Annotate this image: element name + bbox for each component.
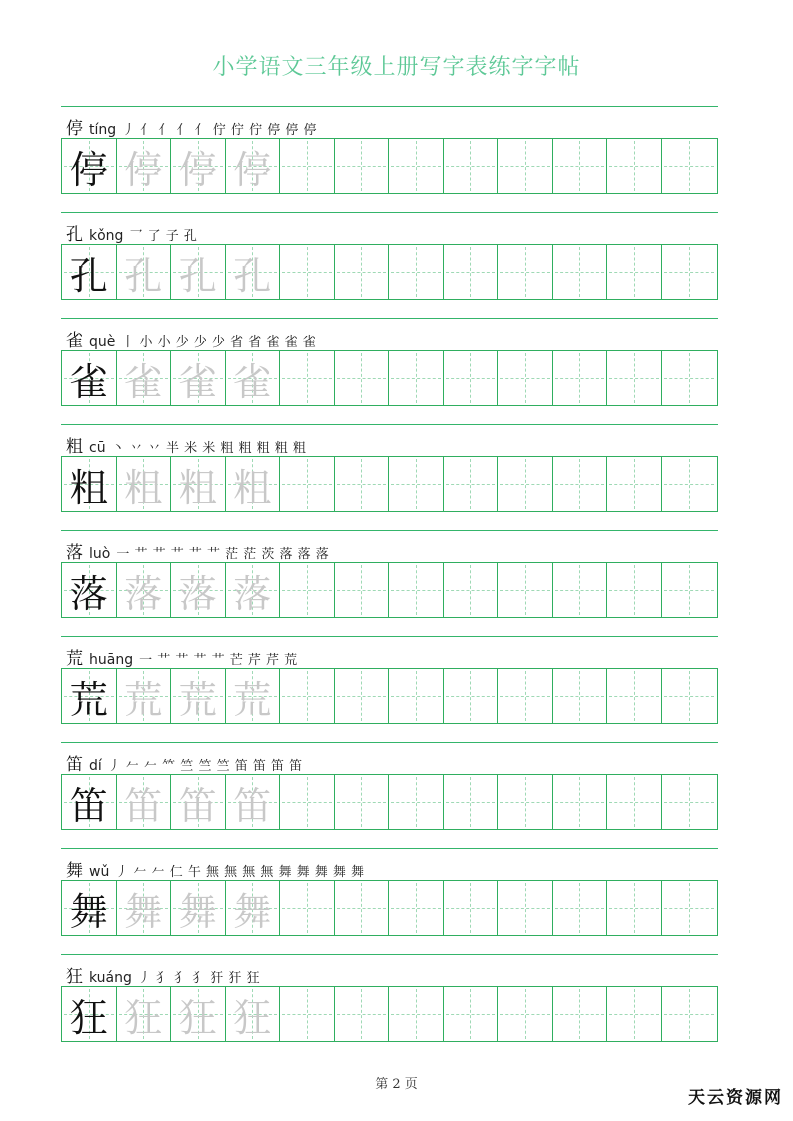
empty-practice-cell — [335, 139, 390, 193]
trace-cell — [117, 775, 172, 829]
empty-practice-cell — [662, 563, 717, 617]
character-info — [66, 856, 365, 881]
model-character: 雀 — [69, 359, 108, 404]
empty-practice-cell — [335, 351, 390, 405]
trace-cell — [171, 139, 226, 193]
pinyin-label: wǔ — [89, 864, 110, 880]
stroke-order: 一 艹 艹 艹 艹 芒 芹 芹 荒 — [139, 653, 298, 668]
empty-practice-cell — [607, 139, 662, 193]
trace-cell — [171, 881, 226, 935]
empty-practice-cell — [335, 457, 390, 511]
trace-cell — [171, 563, 226, 617]
trace-character: 荒 — [233, 677, 272, 722]
character-label: 粗 — [66, 437, 83, 457]
empty-practice-cell — [335, 563, 390, 617]
character-section — [61, 530, 718, 636]
character-section — [61, 106, 718, 212]
trace-character: 粗 — [178, 465, 217, 510]
pinyin-label: què — [89, 334, 116, 350]
empty-practice-cell — [280, 775, 335, 829]
trace-character: 落 — [124, 571, 163, 616]
empty-practice-cell — [553, 775, 608, 829]
trace-character: 孔 — [233, 253, 272, 298]
empty-practice-cell — [553, 987, 608, 1041]
empty-practice-cell — [498, 775, 553, 829]
model-character: 舞 — [69, 889, 108, 934]
empty-practice-cell — [444, 987, 499, 1041]
empty-practice-cell — [389, 881, 444, 935]
trace-cell — [171, 245, 226, 299]
empty-practice-cell — [389, 245, 444, 299]
trace-cell — [117, 563, 172, 617]
trace-character: 孔 — [124, 253, 163, 298]
empty-practice-cell — [389, 457, 444, 511]
model-cell — [62, 881, 117, 935]
empty-practice-cell — [498, 351, 553, 405]
character-info — [66, 750, 303, 775]
page-title: 小学语文三年级上册写字表练字字帖 — [212, 55, 581, 80]
character-info — [66, 644, 298, 669]
trace-character: 落 — [178, 571, 217, 616]
practice-grid — [61, 138, 718, 194]
section-divider — [61, 636, 718, 637]
trace-cell — [117, 881, 172, 935]
empty-practice-cell — [444, 669, 499, 723]
model-cell — [62, 775, 117, 829]
section-divider — [61, 742, 718, 743]
empty-practice-cell — [498, 457, 553, 511]
practice-grid — [61, 668, 718, 724]
trace-cell — [117, 139, 172, 193]
page-number: 第 2 页 — [375, 1077, 418, 1092]
model-cell — [62, 987, 117, 1041]
empty-practice-cell — [498, 139, 553, 193]
pinyin-label: huāng — [89, 652, 134, 668]
trace-character: 孔 — [178, 253, 217, 298]
character-label: 狂 — [66, 967, 83, 987]
trace-cell — [226, 245, 281, 299]
trace-character: 狂 — [233, 995, 272, 1040]
empty-practice-cell — [498, 563, 553, 617]
empty-practice-cell — [444, 563, 499, 617]
empty-practice-cell — [280, 563, 335, 617]
empty-practice-cell — [280, 139, 335, 193]
section-divider — [61, 318, 718, 319]
stroke-order: 丨 小 小 少 少 少 省 省 雀 雀 雀 — [121, 335, 317, 350]
trace-cell — [171, 669, 226, 723]
character-info — [66, 326, 317, 351]
empty-practice-cell — [389, 563, 444, 617]
empty-practice-cell — [662, 139, 717, 193]
empty-practice-cell — [498, 881, 553, 935]
trace-character: 停 — [178, 147, 217, 192]
empty-practice-cell — [280, 245, 335, 299]
character-info — [66, 962, 261, 987]
empty-practice-cell — [553, 457, 608, 511]
practice-grid — [61, 562, 718, 618]
empty-practice-cell — [335, 775, 390, 829]
watermark-logo: 天云资源网 — [688, 1088, 783, 1108]
empty-practice-cell — [607, 245, 662, 299]
pinyin-label: tíng — [89, 122, 117, 138]
empty-practice-cell — [607, 457, 662, 511]
empty-practice-cell — [280, 987, 335, 1041]
character-label: 孔 — [66, 225, 83, 245]
empty-practice-cell — [335, 245, 390, 299]
empty-practice-cell — [553, 245, 608, 299]
character-section — [61, 424, 718, 530]
trace-cell — [171, 775, 226, 829]
empty-practice-cell — [662, 457, 717, 511]
trace-character: 落 — [233, 571, 272, 616]
trace-cell — [117, 351, 172, 405]
trace-character: 狂 — [124, 995, 163, 1040]
pinyin-label: dí — [89, 758, 102, 774]
section-divider — [61, 424, 718, 425]
character-section — [61, 212, 718, 318]
empty-practice-cell — [607, 563, 662, 617]
practice-grid — [61, 880, 718, 936]
empty-practice-cell — [607, 987, 662, 1041]
empty-practice-cell — [280, 457, 335, 511]
model-cell — [62, 351, 117, 405]
character-section — [61, 954, 718, 1060]
character-label: 舞 — [66, 861, 83, 881]
empty-practice-cell — [553, 669, 608, 723]
trace-character: 荒 — [178, 677, 217, 722]
character-label: 落 — [66, 543, 83, 563]
trace-cell — [226, 139, 281, 193]
empty-practice-cell — [498, 669, 553, 723]
trace-character: 粗 — [233, 465, 272, 510]
character-info — [66, 114, 317, 139]
model-character: 粗 — [69, 465, 108, 510]
model-cell — [62, 245, 117, 299]
model-character: 孔 — [69, 253, 108, 298]
empty-practice-cell — [444, 139, 499, 193]
trace-character: 舞 — [124, 889, 163, 934]
character-section — [61, 742, 718, 848]
empty-practice-cell — [444, 775, 499, 829]
stroke-order: 丿 亻 亻 亻 亻 佇 佇 佇 停 停 停 — [122, 123, 317, 138]
empty-practice-cell — [280, 351, 335, 405]
practice-grid — [61, 986, 718, 1042]
empty-practice-cell — [280, 669, 335, 723]
model-character: 狂 — [69, 995, 108, 1040]
model-cell — [62, 139, 117, 193]
trace-character: 粗 — [124, 465, 163, 510]
practice-grid — [61, 350, 718, 406]
empty-practice-cell — [444, 457, 499, 511]
trace-character: 笛 — [233, 783, 272, 828]
trace-cell — [226, 457, 281, 511]
empty-practice-cell — [553, 881, 608, 935]
stroke-order: 丿 𠂉 𠂉 仁 午 無 無 無 無 舞 舞 舞 舞 舞 — [115, 865, 365, 880]
model-character: 荒 — [69, 677, 108, 722]
section-divider — [61, 212, 718, 213]
empty-practice-cell — [389, 351, 444, 405]
pinyin-label: luò — [89, 546, 111, 562]
trace-character: 舞 — [178, 889, 217, 934]
empty-practice-cell — [335, 669, 390, 723]
model-cell — [62, 563, 117, 617]
trace-cell — [117, 457, 172, 511]
character-section — [61, 318, 718, 424]
trace-character: 停 — [233, 147, 272, 192]
stroke-order: 丿 犭 犭 犭 犴 犴 狂 — [137, 971, 261, 986]
model-cell — [62, 669, 117, 723]
trace-character: 狂 — [178, 995, 217, 1040]
trace-cell — [226, 351, 281, 405]
trace-cell — [226, 563, 281, 617]
empty-practice-cell — [389, 775, 444, 829]
empty-practice-cell — [553, 139, 608, 193]
trace-character: 雀 — [124, 359, 163, 404]
pinyin-label: kuáng — [89, 970, 132, 986]
model-character: 笛 — [69, 783, 108, 828]
empty-practice-cell — [662, 669, 717, 723]
empty-practice-cell — [335, 987, 390, 1041]
empty-practice-cell — [662, 245, 717, 299]
trace-character: 停 — [124, 147, 163, 192]
character-label: 雀 — [66, 331, 83, 351]
stroke-order: 一 艹 艹 艹 艹 艹 茫 茫 茨 落 落 落 — [116, 547, 330, 562]
empty-practice-cell — [607, 669, 662, 723]
empty-practice-cell — [444, 881, 499, 935]
empty-practice-cell — [607, 775, 662, 829]
empty-practice-cell — [335, 881, 390, 935]
empty-practice-cell — [389, 987, 444, 1041]
character-label: 停 — [66, 119, 83, 139]
trace-cell — [117, 245, 172, 299]
trace-character: 荒 — [124, 677, 163, 722]
practice-grid — [61, 456, 718, 512]
empty-practice-cell — [280, 881, 335, 935]
empty-practice-cell — [553, 563, 608, 617]
empty-practice-cell — [389, 139, 444, 193]
character-info — [66, 220, 198, 245]
practice-grid — [61, 244, 718, 300]
trace-character: 笛 — [178, 783, 217, 828]
character-section — [61, 848, 718, 954]
section-divider — [61, 106, 718, 107]
pinyin-label: kǒng — [89, 228, 124, 244]
empty-practice-cell — [389, 669, 444, 723]
stroke-order: 丿 𠂉 𠂉 𥫗 竺 竺 竺 笛 笛 笛 笛 — [107, 759, 303, 774]
empty-practice-cell — [662, 987, 717, 1041]
trace-cell — [117, 669, 172, 723]
trace-cell — [226, 669, 281, 723]
section-divider — [61, 954, 718, 955]
empty-practice-cell — [607, 351, 662, 405]
character-info — [66, 538, 330, 563]
character-label: 笛 — [66, 755, 83, 775]
empty-practice-cell — [553, 351, 608, 405]
empty-practice-cell — [662, 881, 717, 935]
empty-practice-cell — [607, 881, 662, 935]
character-info — [66, 432, 307, 457]
model-character: 停 — [69, 147, 108, 192]
trace-character: 笛 — [124, 783, 163, 828]
trace-cell — [117, 987, 172, 1041]
character-section — [61, 636, 718, 742]
empty-practice-cell — [444, 351, 499, 405]
model-cell — [62, 457, 117, 511]
stroke-order: 乛 了 子 孔 — [129, 229, 198, 244]
trace-cell — [226, 987, 281, 1041]
empty-practice-cell — [498, 987, 553, 1041]
pinyin-label: cū — [89, 440, 106, 456]
empty-practice-cell — [498, 245, 553, 299]
model-character: 落 — [69, 571, 108, 616]
trace-cell — [226, 775, 281, 829]
trace-character: 舞 — [233, 889, 272, 934]
section-divider — [61, 848, 718, 849]
trace-cell — [171, 457, 226, 511]
trace-character: 雀 — [178, 359, 217, 404]
empty-practice-cell — [444, 245, 499, 299]
empty-practice-cell — [662, 775, 717, 829]
practice-grid — [61, 774, 718, 830]
trace-cell — [226, 881, 281, 935]
section-divider — [61, 530, 718, 531]
trace-cell — [171, 351, 226, 405]
empty-practice-cell — [662, 351, 717, 405]
stroke-order: 丶 丷 丷 半 米 米 粗 粗 粗 粗 粗 — [111, 441, 307, 456]
character-label: 荒 — [66, 649, 83, 669]
trace-character: 雀 — [233, 359, 272, 404]
trace-cell — [171, 987, 226, 1041]
